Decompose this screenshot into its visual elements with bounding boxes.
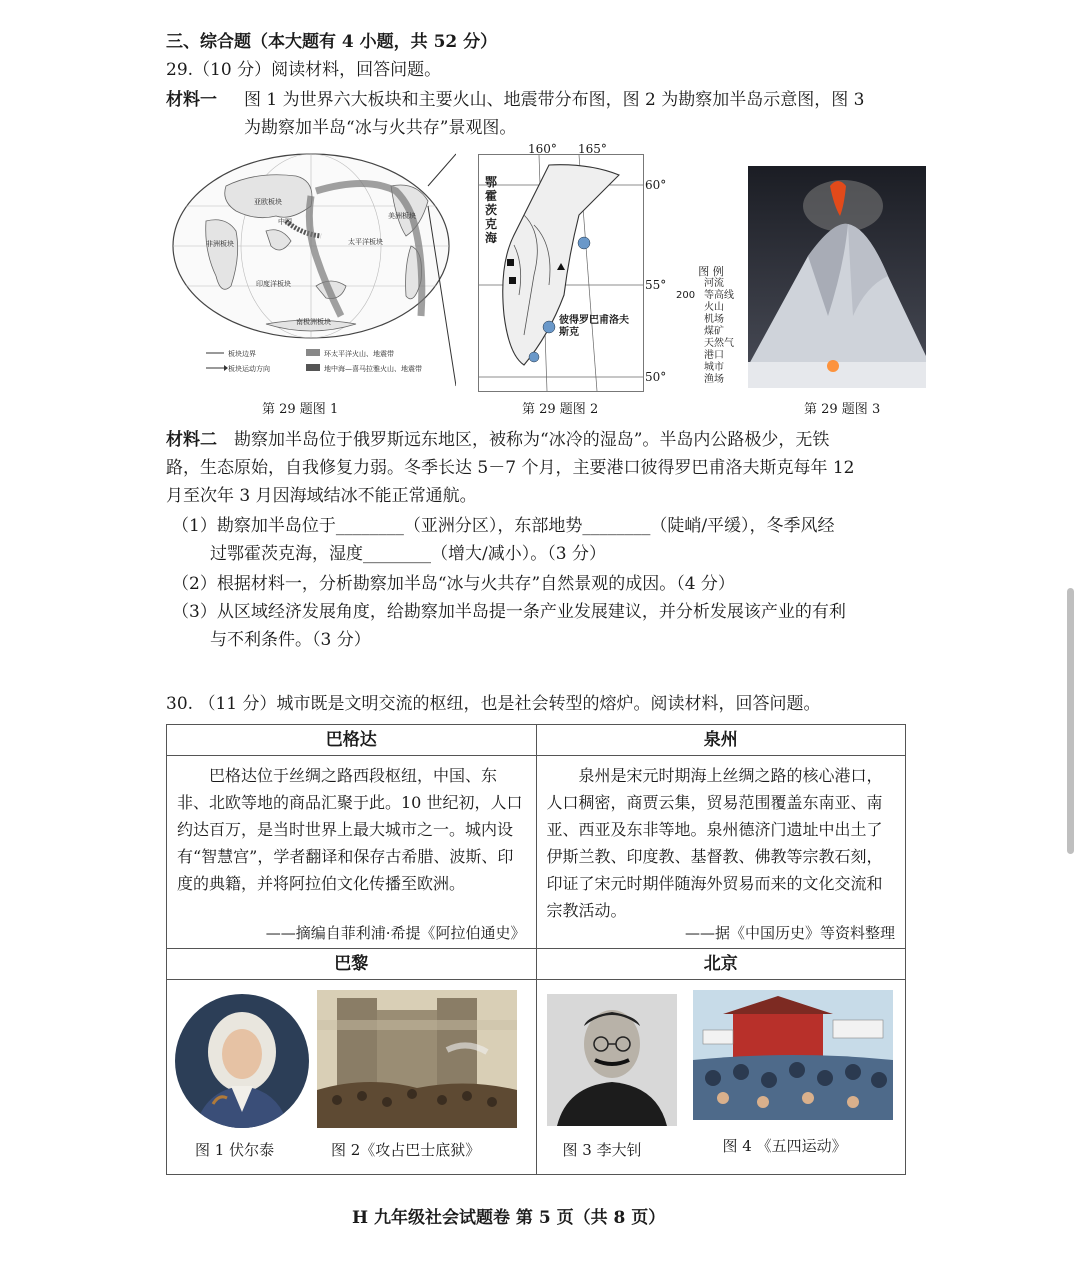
lon-165-label: 165° <box>578 142 607 156</box>
legend-port: 港口 <box>704 350 724 361</box>
legend-boundary: 板块边界 <box>228 350 256 358</box>
legend-title: 图 例 <box>698 265 724 278</box>
legend-coal: 煤矿 <box>704 326 724 337</box>
legend-pacific-belt: 环太平洋火山、地震带 <box>324 350 394 358</box>
paris-cell <box>167 980 537 1175</box>
baghdad-cell <box>167 756 537 949</box>
plate-indian-label: 印度洋板块 <box>256 280 291 288</box>
legend-gas: 天然气 <box>704 338 734 349</box>
legend-airport: 机场 <box>704 314 724 325</box>
legend-city: 城市 <box>704 362 724 373</box>
voltaire-caption: 图 1 伏尔泰 <box>195 1141 275 1159</box>
bastille-caption: 图 2《攻占巴士底狱》 <box>331 1141 481 1159</box>
li-dazhao-caption: 图 3 李大钊 <box>562 1141 642 1159</box>
paris-title: 巴黎 <box>167 949 537 980</box>
material-one-label: 材料一 <box>166 90 217 110</box>
plate-african-label: 非洲板块 <box>206 240 234 248</box>
q29-intro: 29.（10 分）阅读材料，回答问题。 <box>166 60 442 80</box>
plate-pacific-label: 太平洋板块 <box>348 238 383 246</box>
lon-160-label: 160° <box>528 142 557 156</box>
baghdad-title: 巴格达 <box>167 725 537 756</box>
china-label: 中国 <box>278 218 292 226</box>
plate-eurasian-label: 亚欧板块 <box>254 198 282 206</box>
beijing-title: 北京 <box>536 949 906 980</box>
figure-29-1-plate-map <box>166 146 456 392</box>
lat-60-label: 60° <box>645 178 667 192</box>
figure-29-2-kamchatka-map <box>478 154 644 392</box>
page-footer: H 九年级社会试题卷 第 5 页（共 8 页） <box>352 1208 666 1228</box>
q29-sub1-line2: 过鄂霍茨克海，湿度________（增大/减小）。（3 分） <box>210 544 606 564</box>
legend-contour-value: 200 <box>676 290 696 301</box>
li-dazhao-photo <box>547 994 677 1126</box>
may-fourth-painting <box>693 990 893 1120</box>
baghdad-text: 巴格达位于丝绸之路西段枢纽，中国、东非、北欧等地的商品汇聚于此。10 世纪初，人口约达百万，是当时世界上最大城市之一。城内设有“智慧宫”，学者翻译和保存古希腊、波斯、印度的典籍，并将阿拉伯文化传播至欧洲。 <box>177 766 523 893</box>
material-one-line1: 图 1 为世界六大板块和主要火山、地震带分布图，图 2 为勘察加半岛示意图，图 3 <box>244 90 865 110</box>
quanzhou-cell <box>536 756 906 949</box>
plate-american-label: 美洲板块 <box>388 212 416 220</box>
legend-volcano: 火山 <box>704 302 724 313</box>
baghdad-source: ——摘编自菲利浦·希提《阿拉伯通史》 <box>265 924 526 942</box>
section-title: 三、综合题（本大题有 4 小题，共 52 分） <box>166 32 498 52</box>
voltaire-portrait <box>175 994 309 1128</box>
q30-intro: 30. （11 分）城市既是文明交流的枢纽，也是社会转型的熔炉。阅读材料，回答问题。 <box>166 694 821 714</box>
q29-sub1-line1: （1）勘察加半岛位于________（亚洲分区），东部地势________（陡峭/平缓），冬季风经 <box>172 516 835 536</box>
city-petropavlovsk-label: 彼得罗巴甫洛夫斯克 <box>559 315 629 338</box>
lat-50-label: 50° <box>645 370 667 384</box>
lat-55-label: 55° <box>645 278 667 292</box>
material-two-line1: 勘察加半岛位于俄罗斯远东地区，被称为“冰冷的湿岛”。半岛内公路极少，无铁 <box>234 430 830 450</box>
figure-29-2-caption: 第 29 题图 2 <box>522 402 599 417</box>
quanzhou-title: 泉州 <box>536 725 906 756</box>
scrollbar[interactable] <box>1067 588 1074 854</box>
legend-motion: 板块运动方向 <box>228 365 270 373</box>
legend-contour: 等高线 <box>704 290 734 301</box>
legend-river: 河流 <box>704 278 724 289</box>
quanzhou-text: 泉州是宋元时期海上丝绸之路的核心港口，人口稠密，商贾云集，贸易范围覆盖东南亚、南亚、西亚及东非等地。泉州德济门遗址中出土了伊斯兰教、印度教、基督教、佛教等宗教石刻，印证了宋元时期伴随海外贸易而来的文化交流和宗教活动。 <box>546 766 883 920</box>
figure-29-1-caption: 第 29 题图 1 <box>262 402 339 417</box>
storming-bastille-painting <box>317 990 517 1128</box>
material-two-label: 材料二 <box>166 430 217 450</box>
legend-fishery: 渔场 <box>704 374 724 385</box>
q29-sub3-line2: 与不利条件。（3 分） <box>210 630 371 650</box>
q29-sub2: （2）根据材料一，分析勘察加半岛“冰与火共存”自然景观的成因。（4 分） <box>172 574 735 594</box>
figure-29-3-caption: 第 29 题图 3 <box>804 402 881 417</box>
figure-29-2-legend <box>676 266 746 386</box>
legend-himalaya-belt: 地中海—喜马拉雅火山、地震带 <box>324 365 422 373</box>
material-one-line2: 为勘察加半岛“冰与火共存”景观图。 <box>244 118 517 138</box>
plate-antarctic-label: 南极洲板块 <box>296 318 331 326</box>
material-two-line3: 月至次年 3 月因海域结冰不能正常通航。 <box>166 486 477 506</box>
q30-material-table <box>166 724 906 1175</box>
q29-sub3-line1: （3）从区域经济发展角度，给勘察加半岛提一条产业发展建议，并分析发展该产业的有利 <box>172 602 846 622</box>
may-fourth-caption: 图 4 《五四运动》 <box>722 1137 847 1155</box>
okhotsk-sea-label: 鄂霍茨克海 <box>485 175 498 245</box>
quanzhou-source: ——据《中国历史》等资料整理 <box>684 924 895 942</box>
figure-29-3-volcano-photo <box>748 166 926 388</box>
beijing-cell <box>536 980 906 1175</box>
material-two-line2: 路，生态原始，自我修复力弱。冬季长达 5－7 个月，主要港口彼得罗巴甫洛夫斯克每年 12 <box>166 458 855 478</box>
